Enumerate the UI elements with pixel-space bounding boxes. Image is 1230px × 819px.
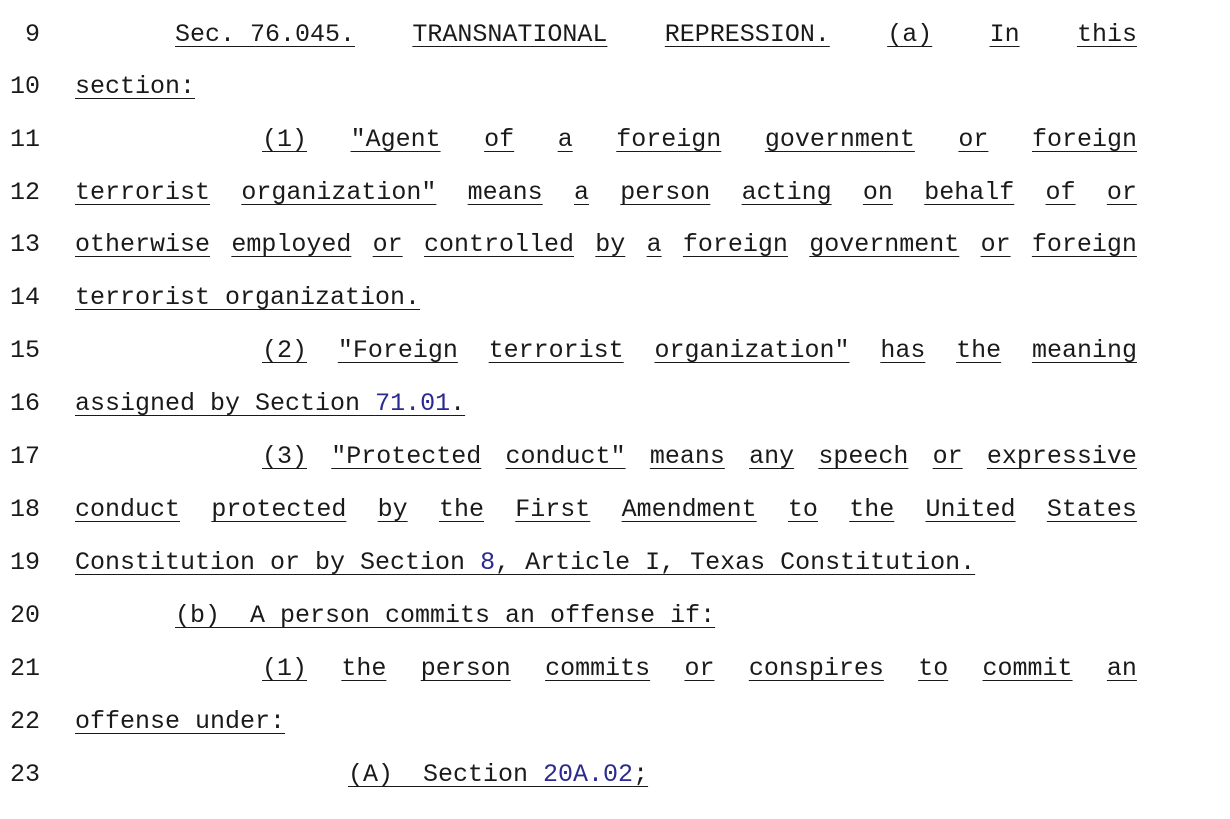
line-number: 17	[10, 442, 41, 471]
bill-line-19	[0, 543, 1230, 583]
line-number: 13	[10, 230, 41, 259]
line-number: 9	[25, 20, 41, 49]
bill-line-14	[0, 278, 1230, 318]
bill-line-17	[0, 437, 1230, 477]
line-number: 22	[10, 707, 41, 736]
bill-line-11	[0, 120, 1230, 160]
line-text: section:	[75, 72, 196, 101]
statute-link[interactable]: 8	[480, 548, 496, 577]
bill-line-12	[0, 173, 1230, 213]
line-number: 10	[10, 72, 41, 101]
line-text: conduct protected by the First Amendment to the United States	[75, 495, 1137, 524]
line-number: 21	[10, 654, 41, 683]
bill-line-20	[0, 596, 1230, 636]
line-text: (1) the person commits or conspires to commit an	[262, 654, 1137, 683]
line-number: 16	[10, 389, 41, 418]
bill-line-22	[0, 702, 1230, 742]
line-number: 15	[10, 336, 41, 365]
section-heading: Sec. 76.045. TRANSNATIONAL REPRESSION. (a) In this	[175, 20, 1137, 49]
line-number: 11	[10, 125, 41, 154]
line-text: terrorist organization.	[75, 283, 421, 312]
line-number: 14	[10, 283, 41, 312]
line-text: otherwise employed or controlled by a foreign government or foreign	[75, 230, 1137, 259]
line-text: (2) "Foreign terrorist organization" has the meaning	[262, 336, 1137, 365]
bill-line-9	[0, 15, 1230, 55]
line-text: Constitution or by Section 8, Article I, Texas Constitution.	[75, 548, 976, 577]
line-number: 18	[10, 495, 41, 524]
bill-line-15	[0, 331, 1230, 371]
bill-line-21	[0, 649, 1230, 689]
statute-link[interactable]: 20A.02	[543, 760, 634, 789]
line-number: 19	[10, 548, 41, 577]
line-number: 20	[10, 601, 41, 630]
bill-line-23	[0, 755, 1230, 795]
line-text: (b) A person commits an offense if:	[175, 601, 716, 630]
bill-line-18	[0, 490, 1230, 530]
line-text: assigned by Section 71.01.	[75, 389, 466, 418]
line-number: 23	[10, 760, 41, 789]
bill-line-16	[0, 384, 1230, 424]
line-text: (3) "Protected conduct" means any speech or expressive	[262, 442, 1137, 471]
line-text: (A) Section 20A.02;	[348, 760, 649, 789]
bill-line-10	[0, 67, 1230, 107]
line-text: (1) "Agent of a foreign government or foreign	[262, 125, 1137, 154]
line-text: offense under:	[75, 707, 286, 736]
line-text: terrorist organization" means a person acting on behalf of or	[75, 178, 1137, 207]
statute-link[interactable]: 71.01	[375, 389, 451, 418]
bill-line-13	[0, 225, 1230, 265]
line-number: 12	[10, 178, 41, 207]
